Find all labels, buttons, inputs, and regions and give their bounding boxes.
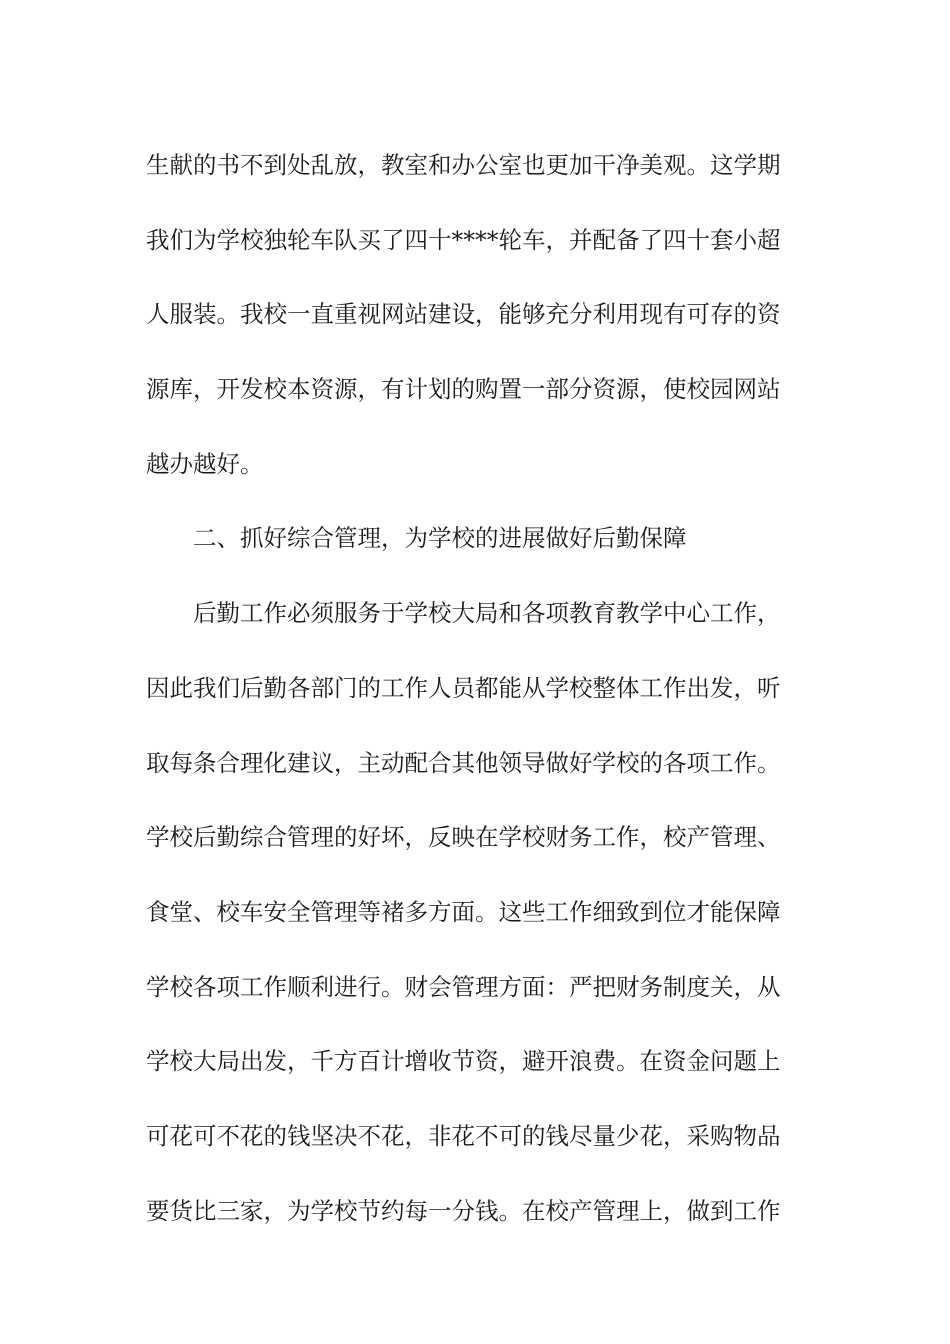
body-line: 越办越好。 bbox=[146, 449, 264, 478]
document-body bbox=[146, 128, 796, 1248]
body-line: 人服装。我校一直重视网站建设，能够充分利用现有可存的资 bbox=[146, 300, 781, 329]
body-line: 取每条合理化建议，主动配合其他领导做好学校的各项工作。 bbox=[146, 748, 781, 777]
body-line: 学校后勤综合管理的好坏，反映在学校财务工作，校产管理、 bbox=[146, 823, 781, 852]
section-heading: 二、抓好综合管理，为学校的进展做好后勤保障 bbox=[193, 524, 687, 553]
body-line: 食堂、校车安全管理等褚多方面。这些工作细致到位才能保障 bbox=[146, 897, 781, 926]
body-line: 可花可不花的钱坚决不花，非花不可的钱尽量少花，采购物品 bbox=[146, 1121, 781, 1150]
body-line: 要货比三家，为学校节约每一分钱。在校产管理上，做到工作 bbox=[146, 1196, 781, 1225]
paragraph-first-line: 后勤工作必须服务于学校大局和各项教育教学中心工作， bbox=[193, 599, 781, 628]
body-line: 生献的书不到处乱放，教室和办公室也更加干净美观。这学期 bbox=[146, 151, 781, 179]
body-line: 因此我们后勤各部门的工作人员都能从学校整体工作出发，听 bbox=[146, 673, 781, 702]
body-line: 学校大局出发，千方百计增收节资，避开浪费。在资金问题上 bbox=[146, 1047, 781, 1076]
body-line: 源库，开发校本资源，有计划的购置一部分资源，使校园网站 bbox=[146, 375, 781, 404]
body-line: 我们为学校独轮车队买了四十****轮车，并配备了四十套小超 bbox=[146, 225, 781, 254]
body-line: 学校各项工作顺利进行。财会管理方面：严把财务制度关，从 bbox=[146, 972, 781, 1001]
